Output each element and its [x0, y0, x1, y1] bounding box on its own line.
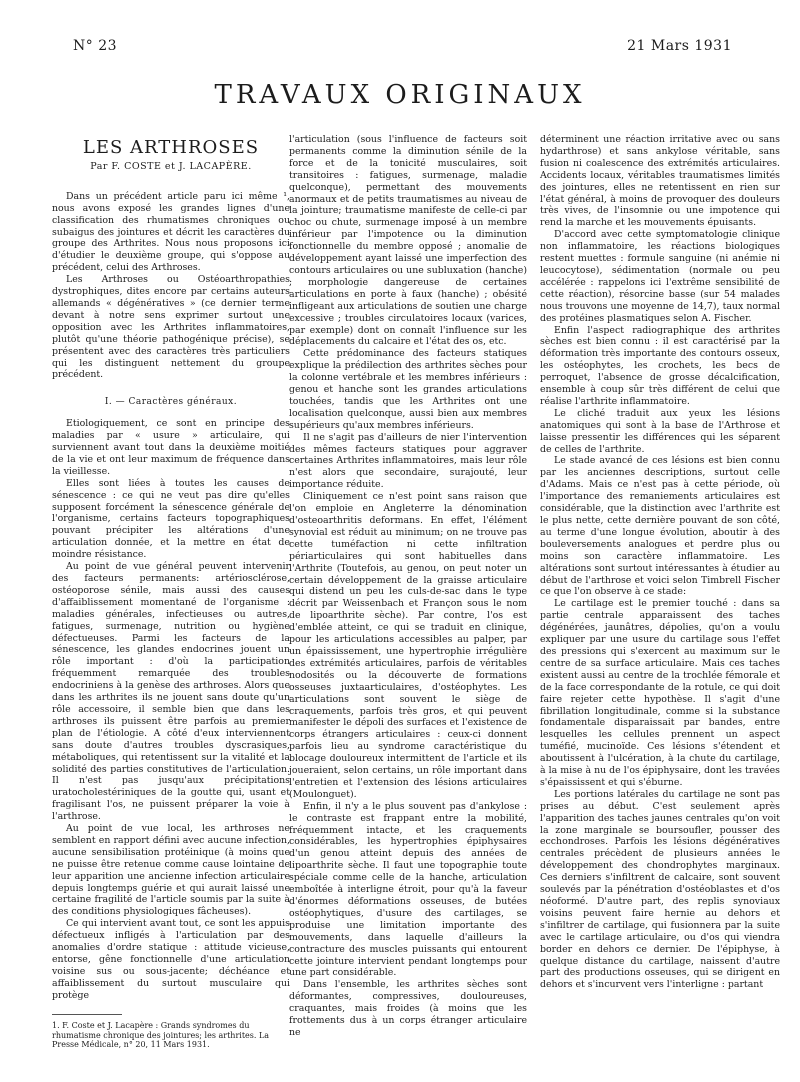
paragraph: l'articulation (sous l'influence de facteurs soit permanents comme la diminution sénile de la force et de la tonicité musculaires, soit transitoires : fatigues, surmenage, maladie quelconque), permettant des mouvements anormaux et de petits traumatismes au niveau de la jointure; traumatisme manifeste de celle-ci par choc ou chute, surmenage imposé à un membre inférieur par l'impotence ou la diminution fonctionnelle du membre opposé ; anomalie de développement ayant laissé une imperfection des contours articulaires ou une subluxation (hanche) ; morphologie dangereuse de certaines articulations en porte à faux (hanche) ; obésité infligeant aux articulations de soutien une charge excessive ; troubles circulatoires locaux (varices, par exemple) dont on connaît l'influence sur les déplacements du calcaire et l'état des os, etc.: [289, 134, 527, 348]
paragraph: Enfin l'aspect radiographique des arthrites sèches est bien connu : il est caractérisé par la déformation très importante des contours osseux, les ostéophytes, les crochets, les becs de perroquet, l'absence de grosse décalcification, ensemble à coup sûr très différent de celui que réalise l'arthrite inflammatoire.: [540, 324, 780, 407]
footnote: [52, 1014, 290, 1050]
paragraph: Au point de vue général peuvent intervenir des facteurs permanents: artériosclérose, ostéoporose sénile, mais aussi des causes d'affaiblissement momentané de l'organisme : maladies générales, infectieuses ou autres, fatigues, surmenage, nutrition ou hygiène défectueuses. Parmi les facteurs de la sénescence, les glandes endocrines jouent un rôle important : d'où la participation fréquemment remarquée des troubles endocriniens à la genèse des arthroses. Alors que dans les arthrites ils ne jouent sans doute qu'un rôle accessoire, il semble bien que dans les arthroses ils puissent être parfois au premier plan de l'étiologie. A côté d'eux interviennent sans doute d'autres troubles dyscrasiques, métaboliques, qui retentissent sur la vitalité et la solidité des parties constitutives de l'articulation. Il n'est pas jusqu'aux précipitations uratocholestériniques de la goutte qui, usant et fragilisant l'os, ne puissent préparer la voie à l'arthrose.: [52, 561, 290, 823]
paragraph: Dans l'ensemble, les arthrites sèches sont déformantes, compressives, douloureuses, craquantes, mais froides (à moins que les frottements dus à un corps étranger articulaire ne: [289, 979, 527, 1038]
issue-number: N° 23: [73, 38, 118, 54]
issue-date: 21 Mars 1931: [627, 38, 732, 54]
footnote-divider: [52, 1014, 122, 1015]
section-title: TRAVAUX ORIGINAUX: [214, 80, 586, 110]
paragraph: D'accord avec cette symptomatologie clinique non inflammatoire, les réactions biologiques restent muettes : formule sanguine (ni anémie ni leucocytose), sédimentation (normale ou peu accélérée : rappelons ici l'extrême sensibilité de cette réaction), résorcine basse (sur 54 malades nous trouvons une moyenne de 14,7), taux normal des protéines plasmatiques selon A. Fischer.: [540, 229, 780, 324]
paragraph: Les Arthroses ou Ostéoarthropathies dystrophiques, dites encore par certains auteurs allemands « dégénératives » (ce dernier terme devant à notre sens exprimer surtout une opposition avec les Arthrites inflammatoires, plutôt qu'une théorie pathogénique précise), se présentent avec des caractères très particuliers qui les distinguent nettement du groupe précédent.: [52, 274, 290, 381]
paragraph: Au point de vue local, les arthroses ne semblent en rapport défini avec aucune infection, aucune sensibilisation protéinique (à moins que ne puisse être retenue comme cause lointaine de leur apparition une ancienne infection articulaire depuis longtemps guérie et qui aurait laissé une certaine fragilité de l'article soumis par la suite à des conditions physiologiques fâcheuses).: [52, 823, 290, 918]
paragraph: Enfin, il n'y a le plus souvent pas d'ankylose : le contraste est frappant entre la mobilité, fréquemment intacte, et les craquements considérables, les hypertrophies épiphysaires d'un genou atteint depuis des années de lipoarthrite sèche. Il faut une topographie toute spéciale comme celle de la hanche, articulation emboîtée à interligne étroit, pour qu'à la faveur d'énormes déformations osseuses, de butées ostéophytiques, d'usure des cartilages, se produise une limitation importante des mouvements, dans laquelle d'ailleurs la contracture des muscles puissants qui entourent cette jointure intervient pendant longtemps pour une part considérable.: [289, 800, 527, 979]
paragraph: Ce qui intervient avant tout, ce sont les appuis défectueux infligés à l'articulation par des anomalies d'ordre statique : attitude vicieuse, entorse, gêne fonctionnelle d'une articulation voisine sus ou sous-jacente; déchéance et affaiblissement du surtout musculaire qui protège: [52, 918, 290, 1001]
column-1: [52, 137, 290, 1002]
paragraph: Cliniquement ce n'est point sans raison que l'on emploie en Angleterre la dénomination d'osteoarthritis deformans. En effet, l'élément synovial est réduit au minimum; on ne trouve pas cette tuméfaction ni cette infiltration périarticulaires qui sont habituelles dans l'Arthrite (Toutefois, au genou, on peut noter un certain développement de la graisse articulaire qui distend un peu les culs-de-sac dans le type décrit par Weissenbach et Françon sous le nom de lipoarthrite sèche). Par contre, l'os est d'emblée atteint, ce qui se traduit en clinique, pour les articulations accessibles au palper, par un épaississement, une hypertrophie irrégulière des extrémités articulaires, parfois de véritables nodosités ou la découverte de formations osseuses juxtaarticulaires, d'ostéophytes. Les articulations sont souvent le siège de craquements, parfois très gros, et qui peuvent manifester le dépoli des surfaces et l'existence de corps étrangers articulaires : ceux-ci donnent parfois lieu au syndrome caractéristique du blocage douloureux intermittent de l'article et ils joueraient, selon certains, un rôle important dans l'entretien et l'extension des lésions articulaires (Moulonguet).: [289, 491, 527, 800]
paragraph: Les portions latérales du cartilage ne sont pas prises au début. C'est seulement après l'apparition des taches jaunes centrales qu'on voit la zone marginale se boursoufler, pousser des ecchondroses. Parfois les lésions dégénératives centrales précèdent de plusieurs années le développement des chondrophytes marginaux. Ces derniers s'infiltrent de calcaire, sont souvent soulevés par la pénétration d'ostéoblastes et d'os néoformé. D'autre part, des replis synoviaux voisins peuvent faire hernie au dehors et s'infiltrer de cartilage, qui fusionnera par la suite avec le cartilage articulaire, ou d'os qui viendra border en dehors ce dernier. De l'épiphyse, à quelque distance du cartilage, naissent d'autre part des productions osseuses, qui se dirigent en dehors et s'incurvent vers l'interligne : partant: [540, 788, 780, 991]
footnote-text: 1. F. Coste et J. Lacapère : Grands syndromes du rhumatisme chronique des jointures; les arthrites. La Presse Médicale, n° 20, 11 Mars 1931.: [52, 1021, 270, 1050]
article-authors: Par F. COSTE et J. LACAPÈRE.: [90, 160, 252, 172]
paragraph: Le stade avancé de ces lésions est bien connu par les anciennes descriptions, surtout celle d'Adams. Mais ce n'est pas à cette période, où l'importance des remaniements articulaires est considérable, que la distinction avec l'arthrite est le plus nette, cette dernière pouvant de son côté, au terme d'une longue évolution, aboutir à des bouleversements analogues et perdre plus ou moins son caractère inflammatoire. Les altérations sont surtout intéressantes à étudier au début de l'arthrose et voici selon Timbrell Fischer ce que l'on observe à ce stade:: [540, 455, 780, 598]
paragraph: Le cartilage est le premier touché : dans sa partie centrale apparaissent des taches dégénérées, jaunâtres, dépolies, qu'on a voulu expliquer par une usure du cartilage sous l'effet des pressions qui s'exercent au maximum sur le centre de sa surface articulaire. Mais ces taches existent aussi au centre de la trochlée fémorale et de la face correspondante de la rotule, ce qui doit faire rejeter cette hypothèse. Il s'agit d'une fibrillation longitudinale, comme si la substance fondamentale disparaissait par bandes, entre lesquelles les cellules prennent un aspect tuméfié, mucinoïde. Ces lésions s'étendent et aboutissent à l'ulcération, à la chute du cartilage, à la mise à nu de l'os épiphysaire, dont les travées s'épaississent et qui s'éburne.: [540, 598, 780, 788]
column-3: [540, 134, 780, 991]
paragraph: Cette prédominance des facteurs statiques explique la prédilection des arthrites sèches pour la colonne vertébrale et les membres inférieurs : genou et hanche sont les grandes articulations touchées, tandis que les Arthrites ont une localisation quelconque, aussi bien aux membres supérieurs qu'aux membres inférieurs.: [289, 348, 527, 431]
subheading: I. — Caractères généraux.: [104, 397, 238, 408]
paragraph: Le cliché traduit aux yeux les lésions anatomiques qui sont à la base de l'Arthrose et laisse pressentir les différences qui les séparent de celles de l'arthrite.: [540, 407, 780, 455]
article-title: LES ARTHROSES: [82, 137, 260, 158]
paragraph: Elles sont liées à toutes les causes de sénescence : ce qui ne veut pas dire qu'elles supposent forcément la sénescence générale de l'organisme, certains facteurs topographiques pouvant précipiter les altérations d'une articulation donnée, et la mettre en état de moindre résistance.: [52, 477, 290, 561]
column-2: [289, 134, 527, 1039]
paragraph: déterminent une réaction irritative avec ou sans hydarthrose) et sans ankylose véritable, sans fusion ni coalescence des extrémités articulaires. Accidents locaux, véritables traumatismes limités des jointures, elles ne retentissent en rien sur l'état général, à moins de provoquer des douleurs très vives, de l'insomnie ou une impotence qui rend la marche et les mouvements épuisants.: [540, 134, 780, 229]
paragraph: Etiologiquement, ce sont en principe des maladies par « usure » articulaire, qui surviennent avant tout dans la deuxième moitié de la vie et ont leur maximum de fréquence dans la vieillesse.: [52, 418, 290, 477]
paragraph: Dans un précédent article paru ici même ¹, nous avons exposé les grandes lignes d'une classification des rhumatismes chroniques ou subaigus des jointures et décrit les caractères du groupe des Arthrites. Nous nous proposons ici d'étudier le deuxième groupe, qui s'oppose au précédent, celui des Arthroses.: [52, 190, 290, 274]
paragraph: Il ne s'agit pas d'ailleurs de nier l'intervention des mêmes facteurs statiques pour aggraver certaines Arthrites inflammatoires, mais leur rôle n'est alors que secondaire, surajouté, leur importance réduite.: [289, 431, 527, 491]
